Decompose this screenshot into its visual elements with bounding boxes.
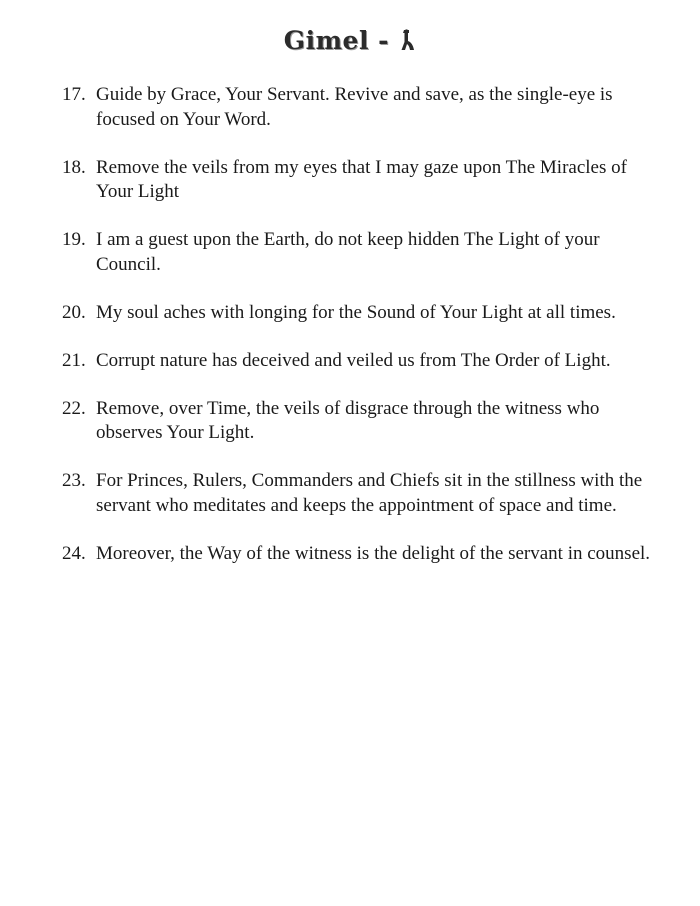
verse-number: 17. bbox=[62, 84, 86, 105]
verse-text: Moreover, the Way of the witness is the delight of the servant in counsel. bbox=[96, 542, 651, 564]
verse-number: 21. bbox=[62, 349, 86, 371]
verse-number: 20. bbox=[62, 301, 86, 323]
verse-text: Remove the veils from my eyes that I may gaze upon The Miracles of Your Light bbox=[96, 156, 627, 202]
verse-item bbox=[62, 83, 652, 132]
verse-number: 19. bbox=[62, 229, 86, 250]
verse-item bbox=[62, 349, 652, 374]
verse-number: 18. bbox=[62, 156, 86, 178]
verse-text: I am a guest upon the Earth, do not keep hidden The Light of your Council. bbox=[96, 229, 600, 275]
verse-text: My soul aches with longing for the Sound of Your Light at all times. bbox=[96, 301, 616, 323]
verse-item bbox=[62, 301, 652, 326]
verse-item bbox=[62, 156, 652, 205]
verse-text: Guide by Grace, Your Servant. Revive and save, as the single-eye is focused on Your Word. bbox=[96, 84, 613, 130]
verse-text: Remove, over Time, the veils of disgrace through the witness who observes Your Light. bbox=[96, 397, 600, 443]
verse-number: 23. bbox=[62, 470, 86, 491]
hebrew-letter-gimel-icon bbox=[400, 28, 416, 58]
verse-item bbox=[62, 228, 652, 277]
verse-list bbox=[62, 83, 652, 590]
verse-number: 22. bbox=[62, 397, 86, 419]
verse-text: For Princes, Rulers, Commanders and Chiefs sit in the stillness with the servant who meditates and keeps the appointment of space and time. bbox=[96, 470, 643, 516]
page-title bbox=[0, 26, 700, 58]
verse-number: 24. bbox=[62, 542, 86, 564]
verse-item bbox=[62, 397, 652, 446]
verse-item bbox=[62, 469, 652, 518]
page-title-text: Gimel - bbox=[283, 26, 390, 55]
verse-item bbox=[62, 542, 652, 567]
verse-text: Corrupt nature has deceived and veiled us from The Order of Light. bbox=[96, 349, 611, 371]
